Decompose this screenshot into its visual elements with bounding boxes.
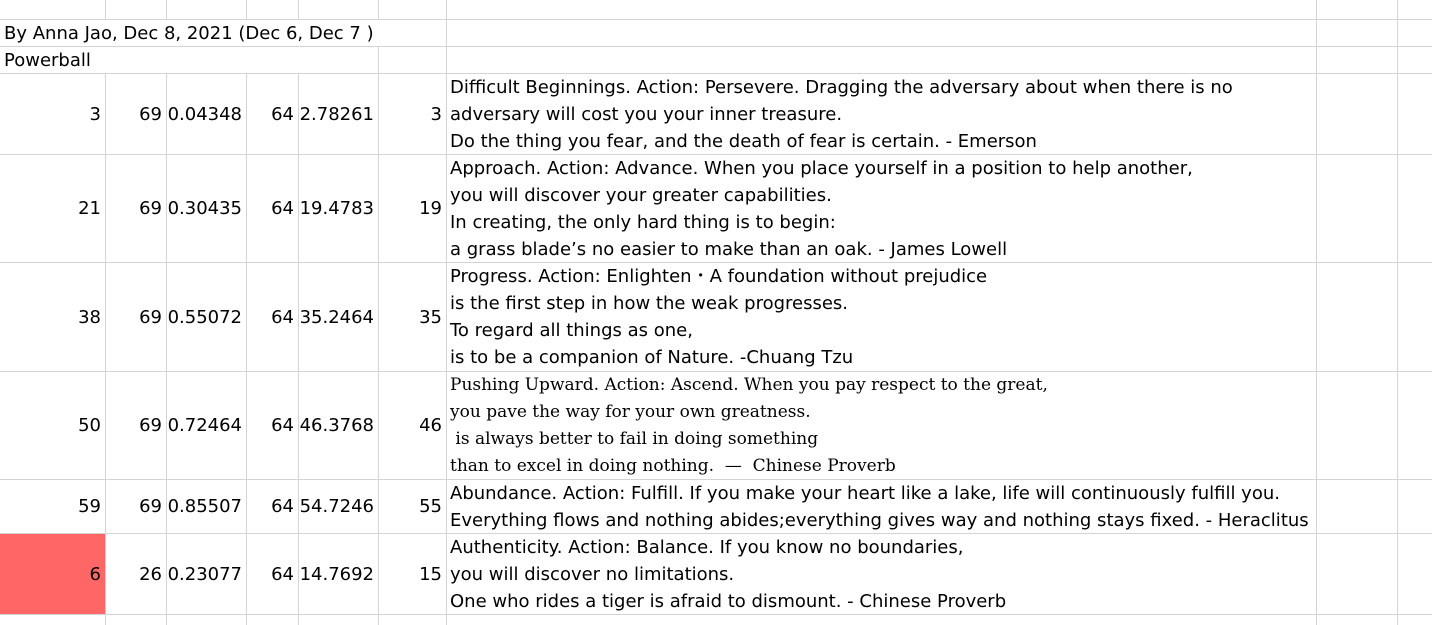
quote-line: Pushing Upward. Action: Ascend. When you pay respect to the great, — [450, 374, 1048, 395]
range-cell[interactable]: 69 — [139, 198, 162, 219]
gridline — [378, 0, 379, 19]
quote-line: To regard all things as one, — [450, 320, 693, 341]
number-cell[interactable]: 3 — [89, 103, 101, 125]
quote-line: One who rides a tiger is afraid to dismount. - Chinese Proverb — [450, 590, 1007, 612]
highlighted-number-cell[interactable]: 6 — [89, 563, 101, 585]
gridline — [105, 0, 106, 19]
gridline — [166, 0, 167, 19]
ratio-cell[interactable]: 0.30435 — [167, 198, 242, 219]
range-cell[interactable]: 69 — [139, 306, 162, 328]
rounded-value-cell[interactable]: 55 — [419, 496, 442, 517]
quote-line: Everything flows and nothing abides;everything gives way and nothing stays fixed. - Heraclitus — [450, 509, 1309, 531]
gridline — [1397, 0, 1398, 625]
range-cell[interactable]: 26 — [139, 563, 162, 585]
rounded-value-cell[interactable]: 3 — [430, 103, 442, 125]
quote-line: a grass blade’s no easier to make than an oak. - James Lowell — [450, 238, 1008, 260]
rounded-value-cell[interactable]: 46 — [419, 415, 442, 436]
quote-line: Difficult Beginnings. Action: Persevere. Dragging the adversary about when there is no — [450, 76, 1233, 98]
quote-line: Progress. Action: Enlighten・A foundation without prejudice — [450, 266, 988, 287]
ratio-cell[interactable]: 0.04348 — [167, 103, 242, 125]
quote-line: Do the thing you fear, and the death of fear is certain. - Emerson — [450, 130, 1037, 152]
quote-cell[interactable] — [446, 372, 1316, 479]
number-cell[interactable]: 59 — [78, 496, 101, 517]
gridline — [1316, 0, 1317, 625]
quote-line: you will discover no limitations. — [450, 563, 735, 585]
quote-line: you pave the way for your own greatness. — [450, 401, 811, 422]
rounded-value-cell[interactable]: 35 — [419, 306, 442, 328]
number-cell[interactable]: 38 — [78, 306, 101, 328]
ratio-cell[interactable]: 0.72464 — [167, 415, 242, 436]
scaled-value-cell[interactable]: 19.4783 — [299, 198, 374, 219]
scale-cell[interactable]: 64 — [271, 198, 294, 219]
quote-line: adversary will cost you your inner treasure. — [450, 103, 843, 125]
ratio-cell[interactable]: 0.23077 — [167, 563, 242, 585]
quote-line: Authenticity. Action: Balance. If you know no boundaries, — [450, 536, 964, 558]
quote-line: Approach. Action: Advance. When you place yourself in a position to help another, — [450, 157, 1193, 179]
quote-cell[interactable] — [446, 534, 1316, 614]
scale-cell[interactable]: 64 — [271, 103, 294, 125]
quote-line: you will discover your greater capabilities. — [450, 184, 832, 206]
quote-line: Abundance. Action: Fulfill. If you make your heart like a lake, life will continuously fulfill you. — [450, 482, 1280, 504]
author-date-cell[interactable]: By Anna Jao, Dec 8, 2021 (Dec 6, Dec 7 ) — [4, 22, 374, 44]
range-cell[interactable]: 69 — [139, 103, 162, 125]
ratio-cell[interactable]: 0.55072 — [167, 306, 242, 328]
rounded-value-cell[interactable]: 15 — [419, 563, 442, 585]
quote-line: is always better to fail in doing something — [450, 428, 819, 449]
quote-cell[interactable] — [446, 155, 1316, 262]
range-cell[interactable]: 69 — [139, 415, 162, 436]
scaled-value-cell[interactable]: 46.3768 — [299, 415, 374, 436]
quote-line: In creating, the only hard thing is to begin: — [450, 211, 836, 233]
scaled-value-cell[interactable]: 2.78261 — [299, 103, 374, 125]
ratio-cell[interactable]: 0.85507 — [167, 496, 242, 517]
quote-line: is to be a companion of Nature. -Chuang Tzu — [450, 347, 854, 368]
scale-cell[interactable]: 64 — [271, 415, 294, 436]
scale-cell[interactable]: 64 — [271, 496, 294, 517]
gridline — [298, 0, 299, 19]
scaled-value-cell[interactable]: 54.7246 — [299, 496, 374, 517]
quote-cell[interactable] — [446, 74, 1316, 154]
range-cell[interactable]: 69 — [139, 496, 162, 517]
game-name-cell[interactable]: Powerball — [4, 49, 91, 71]
quote-cell[interactable] — [446, 263, 1316, 371]
gridline — [246, 0, 247, 19]
quote-line: than to excel in doing nothing. — Chinese Proverb — [450, 455, 896, 476]
number-cell[interactable]: 50 — [78, 415, 101, 436]
quote-cell[interactable] — [446, 480, 1316, 533]
rounded-value-cell[interactable]: 19 — [419, 198, 442, 219]
scale-cell[interactable]: 64 — [271, 563, 294, 585]
scaled-value-cell[interactable]: 35.2464 — [299, 306, 374, 328]
scaled-value-cell[interactable]: 14.7692 — [299, 563, 374, 585]
number-cell[interactable]: 21 — [78, 198, 101, 219]
quote-line: is the first step in how the weak progresses. — [450, 293, 849, 314]
scale-cell[interactable]: 64 — [271, 306, 294, 328]
